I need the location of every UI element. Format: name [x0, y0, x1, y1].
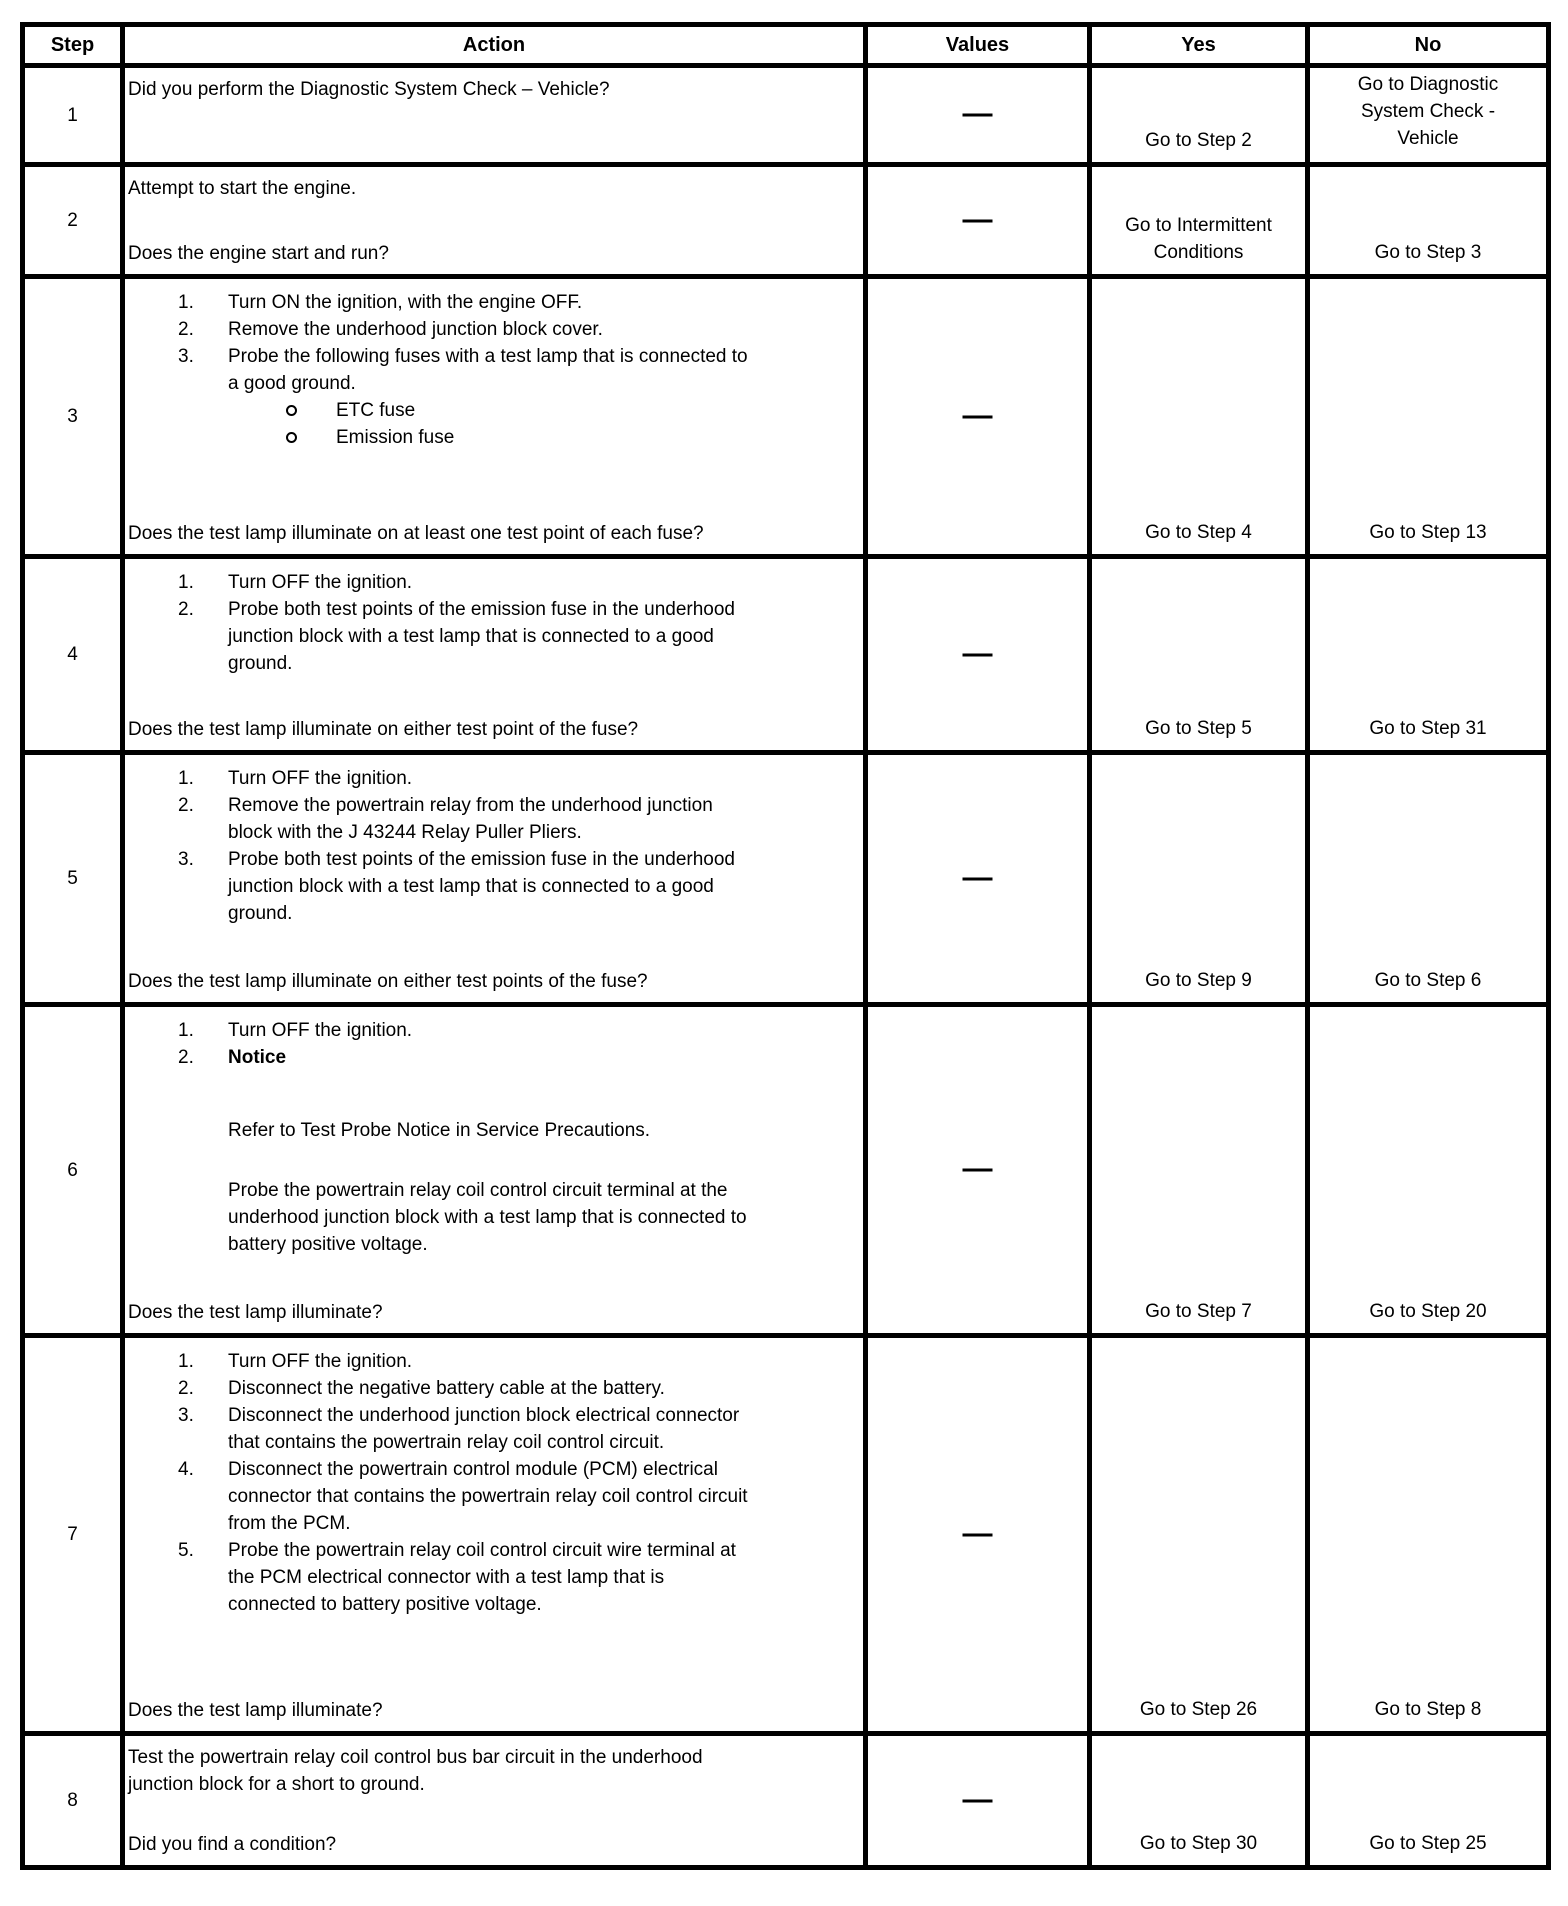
header-no: No — [1308, 25, 1549, 66]
sub-item-label: ETC fuse — [336, 400, 416, 421]
values-cell — [866, 557, 1090, 753]
values-cell — [866, 753, 1090, 1005]
table-row — [23, 557, 1549, 753]
sub-list-item — [228, 424, 857, 451]
list-text: Disconnect the powertrain control module (PCM) electrical connector that contains the powertrain relay coil control circuit from the PCM. — [228, 1459, 748, 1534]
document-page — [0, 22, 1568, 1906]
step-list — [128, 765, 857, 927]
yes-cell: Go to Step 4 — [1090, 277, 1308, 557]
action-cell — [123, 753, 866, 1005]
action-question: Does the test lamp illuminate on at least one test point of each fuse? — [128, 523, 704, 544]
action-question: Does the test lamp illuminate? — [128, 1700, 383, 1721]
list-number: 2. — [178, 1047, 194, 1068]
header-row — [23, 25, 1549, 66]
list-text: Probe both test points of the emission fuse in the underhood junction block with a test lamp that is connected to a good ground. — [228, 849, 735, 924]
list-text: Turn OFF the ignition. — [228, 572, 413, 593]
table-row — [23, 66, 1549, 165]
list-number: 2. — [178, 319, 194, 340]
action-question: Does the test lamp illuminate? — [128, 1302, 383, 1323]
list-number: 1. — [178, 292, 194, 313]
list-text: Remove the powertrain relay from the underhood junction block with the J 43244 Relay Puller Pliers. — [228, 795, 713, 843]
step-number: 1 — [23, 66, 123, 165]
step-list-item — [128, 846, 857, 927]
values-dash: — — [962, 202, 993, 236]
values-cell — [866, 1734, 1090, 1868]
list-text: Turn OFF the ignition. — [228, 768, 413, 789]
step-list — [128, 289, 857, 451]
values-dash: — — [962, 1152, 993, 1185]
action-question: Does the test lamp illuminate on either test point of the fuse? — [128, 719, 639, 740]
table-row — [23, 165, 1549, 277]
step-list-item — [128, 343, 857, 451]
list-number: 1. — [178, 1351, 194, 1372]
values-dash: — — [962, 398, 993, 432]
list-text: Turn ON the ignition, with the engine OFF. — [228, 292, 583, 313]
list-text: Turn OFF the ignition. — [228, 1351, 413, 1372]
action-intro: Test the powertrain relay coil control bus bar circuit in the underhood junction block for a short to ground. — [128, 1747, 703, 1795]
step-list-item — [128, 1375, 857, 1402]
no-cell: Go to Step 3 — [1308, 165, 1549, 277]
step-number: 7 — [23, 1336, 123, 1734]
action-cell — [123, 557, 866, 753]
list-number: 2. — [178, 795, 194, 816]
header-action: Action — [123, 25, 866, 66]
step-list-item — [128, 316, 857, 343]
step-number: 5 — [23, 753, 123, 1005]
step-list — [128, 1348, 857, 1618]
step-number: 3 — [23, 277, 123, 557]
step-list-item — [128, 596, 857, 677]
step-list-item — [128, 289, 857, 316]
table-row — [23, 1005, 1549, 1336]
action-question: Did you find a condition? — [128, 1834, 337, 1855]
step-number: 2 — [23, 165, 123, 277]
values-cell — [866, 66, 1090, 165]
values-cell — [866, 165, 1090, 277]
circle-bullet-icon — [286, 405, 297, 416]
list-number: 3. — [178, 1405, 194, 1426]
step-list-item — [128, 1348, 857, 1375]
list-number: 2. — [178, 599, 194, 620]
action-cell — [123, 1005, 866, 1336]
list-number: 5. — [178, 1540, 194, 1561]
no-cell: Go to Step 25 — [1308, 1734, 1549, 1868]
values-dash: — — [962, 1782, 993, 1816]
step-number: 6 — [23, 1005, 123, 1336]
step-list-item — [128, 792, 857, 846]
values-dash: — — [962, 860, 993, 894]
yes-cell: Go to Intermittent Conditions — [1090, 165, 1308, 277]
yes-cell: Go to Step 7 — [1090, 1005, 1308, 1336]
header-step: Step — [23, 25, 123, 66]
no-cell: Go to Step 20 — [1308, 1005, 1549, 1336]
list-text: Turn OFF the ignition. — [228, 1020, 413, 1041]
yes-cell: Go to Step 26 — [1090, 1336, 1308, 1734]
values-dash: — — [962, 1516, 993, 1550]
list-text: Probe both test points of the emission fuse in the underhood junction block with a test lamp that is connected to a good ground. — [228, 599, 735, 674]
header-yes: Yes — [1090, 25, 1308, 66]
yes-cell: Go to Step 9 — [1090, 753, 1308, 1005]
values-dash: — — [962, 97, 993, 130]
list-text: Remove the underhood junction block cover. — [228, 319, 603, 340]
table-row — [23, 753, 1549, 1005]
list-number: 1. — [178, 1020, 194, 1041]
sub-bullet-list — [228, 397, 857, 451]
header-values: Values — [866, 25, 1090, 66]
no-cell-text: Go to Diagnostic System Check - Vehicle — [1357, 74, 1499, 149]
list-text: Disconnect the underhood junction block electrical connector that contains the powertrain relay coil control circuit. — [228, 1405, 740, 1453]
list-text: Disconnect the negative battery cable at the battery. — [228, 1378, 665, 1399]
action-cell — [123, 1734, 866, 1868]
step-list-item — [128, 1044, 857, 1071]
no-cell — [1308, 66, 1549, 165]
values-cell — [866, 277, 1090, 557]
no-cell: Go to Step 31 — [1308, 557, 1549, 753]
no-cell: Go to Step 13 — [1308, 277, 1549, 557]
table-row — [23, 1336, 1549, 1734]
step-list-item — [128, 1402, 857, 1456]
sub-item-label: Emission fuse — [336, 427, 455, 448]
diagnostic-table — [20, 22, 1551, 1870]
action-intro: Did you perform the Diagnostic System Check – Vehicle? — [128, 79, 610, 100]
step-number: 8 — [23, 1734, 123, 1868]
sub-list-item — [228, 397, 857, 424]
list-number: 3. — [178, 849, 194, 870]
step-list-item — [128, 1456, 857, 1537]
yes-cell: Go to Step 5 — [1090, 557, 1308, 753]
list-number: 2. — [178, 1378, 194, 1399]
values-cell — [866, 1005, 1090, 1336]
list-number: 1. — [178, 768, 194, 789]
list-number: 3. — [178, 346, 194, 367]
table-row — [23, 1734, 1549, 1868]
values-cell — [866, 1336, 1090, 1734]
table-row — [23, 277, 1549, 557]
yes-cell: Go to Step 2 — [1090, 66, 1308, 165]
values-dash: — — [962, 636, 993, 670]
step-list-item — [128, 1017, 857, 1044]
step-list-item — [128, 1537, 857, 1618]
list-number: 1. — [178, 572, 194, 593]
action-question: Does the test lamp illuminate on either test points of the fuse? — [128, 971, 648, 992]
step-list — [128, 569, 857, 677]
no-cell: Go to Step 6 — [1308, 753, 1549, 1005]
action-paragraph: Probe the powertrain relay coil control circuit terminal at the underhood junction block with a test lamp that is connected to battery positive voltage. — [228, 1180, 747, 1255]
action-intro: Attempt to start the engine. — [128, 178, 357, 199]
action-cell — [123, 1336, 866, 1734]
list-text: Notice — [228, 1047, 287, 1068]
list-text: Probe the following fuses with a test lamp that is connected to a good ground. — [228, 346, 748, 394]
step-number: 4 — [23, 557, 123, 753]
action-question: Does the engine start and run? — [128, 243, 389, 264]
action-paragraph: Refer to Test Probe Notice in Service Precautions. — [228, 1120, 651, 1141]
no-cell: Go to Step 8 — [1308, 1336, 1549, 1734]
action-cell — [123, 66, 866, 165]
list-number: 4. — [178, 1459, 194, 1480]
step-list-item — [128, 765, 857, 792]
step-list — [128, 1017, 857, 1071]
action-cell — [123, 277, 866, 557]
action-cell — [123, 165, 866, 277]
circle-bullet-icon — [286, 432, 297, 443]
step-list-item — [128, 569, 857, 596]
yes-cell: Go to Step 30 — [1090, 1734, 1308, 1868]
list-text: Probe the powertrain relay coil control circuit wire terminal at the PCM electrical connector with a test lamp that is connected to battery positive voltage. — [228, 1540, 736, 1615]
